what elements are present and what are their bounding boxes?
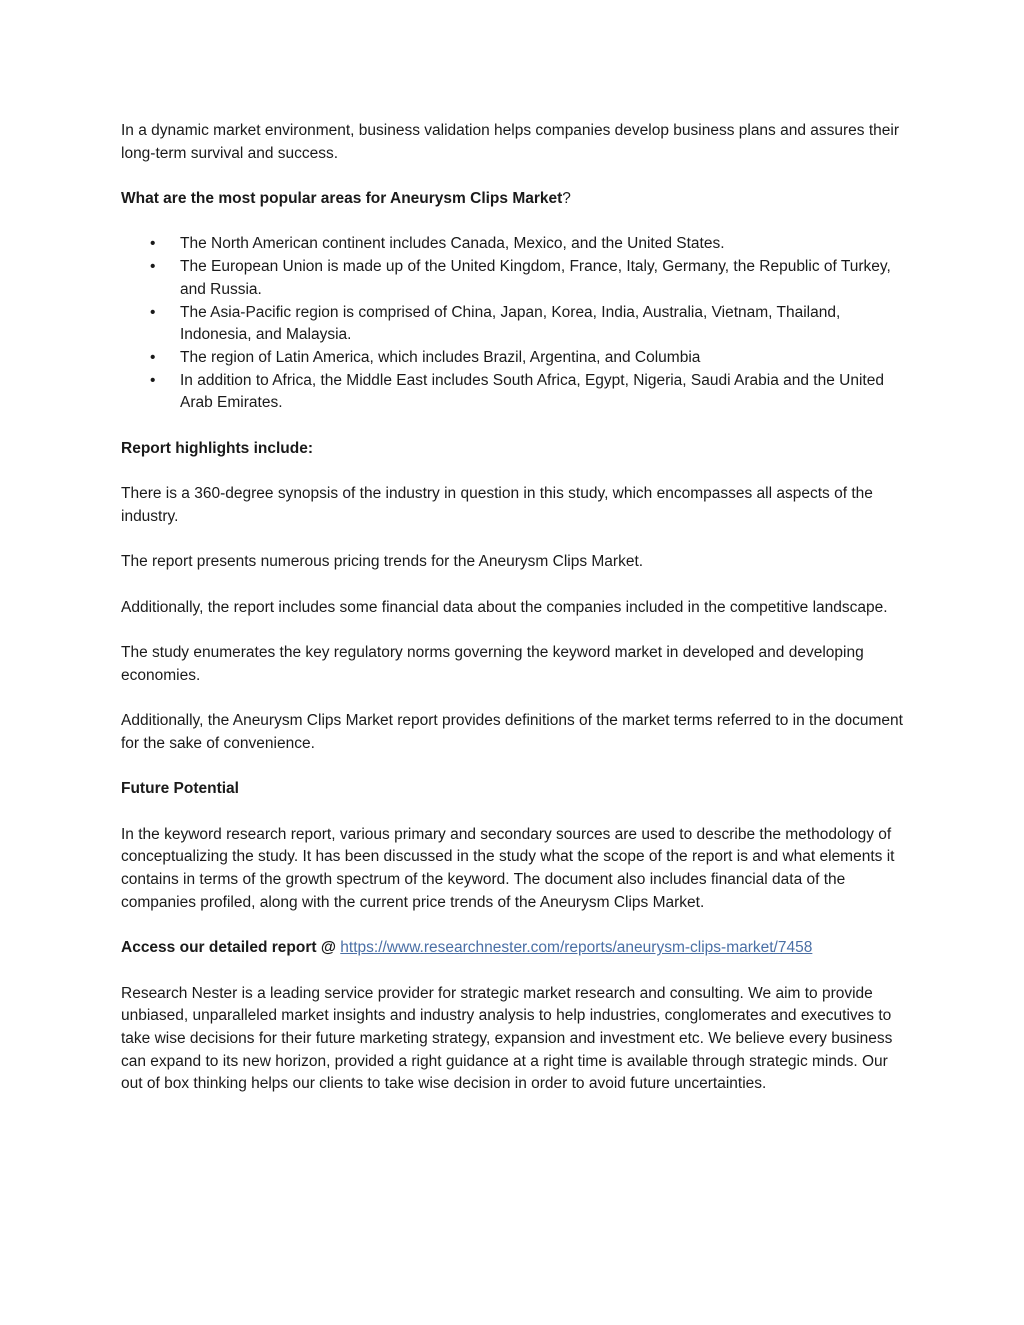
highlight-paragraph: The study enumerates the key regulatory norms governing the keyword market in developed and developing economies. (121, 644, 864, 684)
list-item (150, 256, 906, 301)
regions-heading-suffix: ? (562, 190, 571, 208)
bullet-icon: • (150, 371, 156, 389)
list-item (150, 370, 906, 415)
regions-heading-text: What are the most popular areas for Aneurysm Clips Market (121, 190, 563, 208)
bullet-icon: • (150, 303, 156, 321)
about-paragraph: Research Nester is a leading service provider for strategic market research and consulting. We aim to provide unbiased, unparalleled market insights and industry analysis to help industries, conglomerates and executives to take wise decisions for their future marketing strategy, expansion and investment etc. We believe every business can expand to its new horizon, provided a right guidance at a right time is available through strategic minds. Our out of box thinking helps our clients to take wise decision in order to avoid future uncertainties. (121, 984, 893, 1093)
highlight-paragraph: There is a 360-degree synopsis of the industry in question in this study, which encompasses all aspects of the industry. (121, 485, 873, 525)
bullet-icon: • (150, 349, 156, 366)
region-text: The North American continent includes Canada, Mexico, and the United States. (180, 235, 725, 253)
access-report-label: Access our detailed report @ (121, 939, 336, 957)
intro-paragraph: In a dynamic market environment, business validation helps companies develop business plans and assures their long-term survival and success. (121, 122, 900, 162)
region-text: The European Union is made up of the United Kingdom, France, Italy, Germany, the Republic of Turkey, and Russia. (180, 258, 891, 298)
list-item (150, 233, 906, 256)
future-potential-heading: Future Potential (121, 780, 239, 798)
regions-heading (121, 188, 906, 211)
region-text: The region of Latin America, which includes Brazil, Argentina, and Columbia (180, 349, 701, 366)
region-text: In addition to Africa, the Middle East includes South Africa, Egypt, Nigeria, Saudi Arabia and the United Arab Emirates. (180, 371, 884, 412)
future-potential-paragraph: In the keyword research report, various primary and secondary sources are used to describe the methodology of conceptualizing the study. It has been discussed in the study what the scope of the report is and what elements it contains in terms of the growth spectrum of the keyword. The document also includes financial data of the companies profiled, along with the current price trends of the Aneurysm Clips Market. (121, 825, 895, 911)
access-report-line (121, 937, 906, 960)
region-text: The Asia-Pacific region is comprised of China, Japan, Korea, India, Australia, Vietnam, Thailand, Indonesia, and Malaysia. (180, 303, 841, 344)
bullet-icon: • (150, 235, 156, 253)
regions-list (121, 233, 906, 415)
highlight-paragraph: The report presents numerous pricing trends for the Aneurysm Clips Market. (121, 553, 644, 571)
highlight-paragraph: Additionally, the Aneurysm Clips Market report provides definitions of the market terms referred to in the document for the sake of convenience. (121, 712, 903, 752)
document-page (121, 120, 906, 1119)
highlights-heading: Report highlights include: (121, 439, 314, 457)
list-item (150, 302, 906, 347)
report-link[interactable]: https://www.researchnester.com/reports/aneurysm-clips-market/7458 (340, 939, 813, 957)
bullet-icon: • (150, 258, 156, 276)
list-item (150, 347, 906, 370)
highlight-paragraph: Additionally, the report includes some financial data about the companies included in the competitive landscape. (121, 598, 888, 616)
